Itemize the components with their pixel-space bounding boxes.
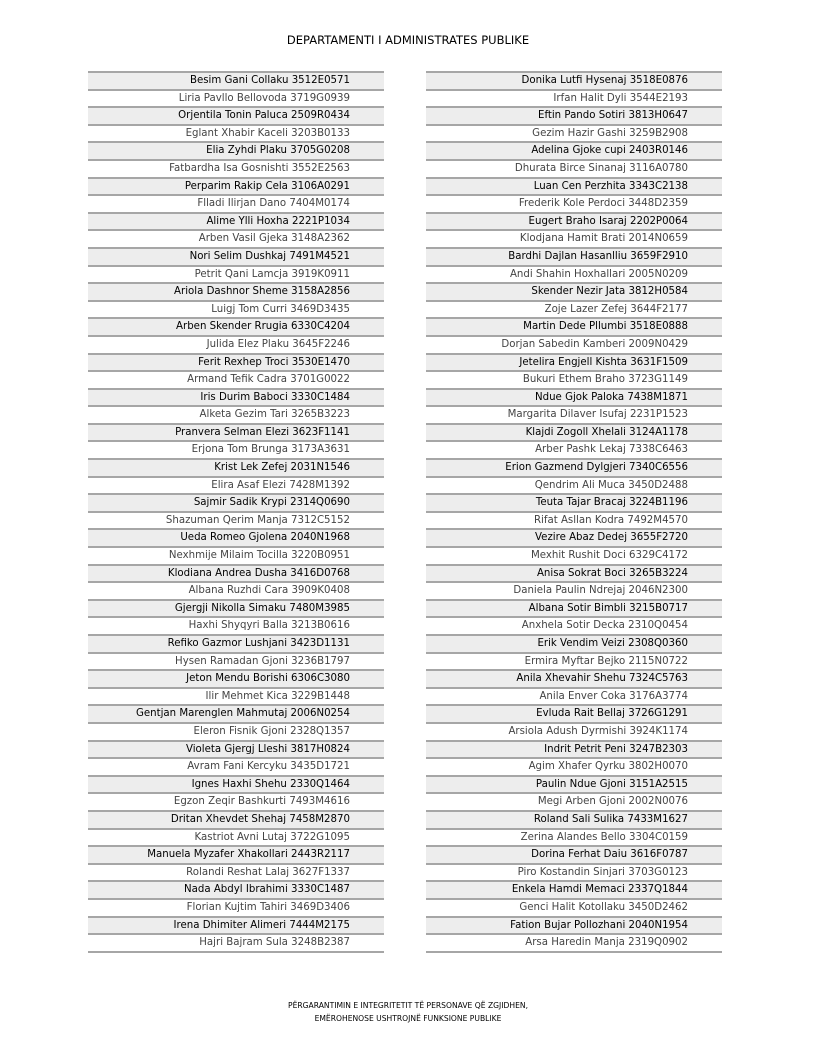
list-item: Mexhit Rushit Doci 6329C4172 <box>426 546 722 564</box>
list-item: Adelina Gjoke cupi 2403R0146 <box>426 141 722 159</box>
list-item: Gezim Hazir Gashi 3259B2908 <box>426 124 722 142</box>
list-item: Daniela Paulin Ndrejaj 2046N2300 <box>426 581 722 599</box>
list-item: Nexhmije Milaim Tocilla 3220B0951 <box>88 546 384 564</box>
list-item: Avram Fani Kercyku 3435D1721 <box>88 757 384 775</box>
list-item: Agim Xhafer Qyrku 3802H0070 <box>426 757 722 775</box>
list-item: Rifat Asllan Kodra 7492M4570 <box>426 511 722 529</box>
list-item: Besim Gani Collaku 3512E0571 <box>88 71 384 89</box>
list-item: Gjergji Nikolla Simaku 7480M3985 <box>88 599 384 617</box>
list-item: Elia Zyhdi Plaku 3705G0208 <box>88 141 384 159</box>
list-item: Shazuman Qerim Manja 7312C5152 <box>88 511 384 529</box>
list-item: Teuta Tajar Bracaj 3224B1196 <box>426 493 722 511</box>
right-name-column <box>426 71 722 953</box>
list-item: Petrit Qani Lamcja 3919K0911 <box>88 265 384 283</box>
list-item: Klodjana Hamit Brati 2014N0659 <box>426 229 722 247</box>
divider <box>88 951 384 953</box>
list-item: Irfan Halit Dyli 3544E2193 <box>426 89 722 107</box>
list-item: Luan Cen Perzhita 3343C2138 <box>426 177 722 195</box>
page-title: DEPARTAMENTI I ADMINISTRATES PUBLIKE <box>286 33 530 47</box>
list-item: Ermira Myftar Bejko 2115N0722 <box>426 652 722 670</box>
list-item: Anisa Sokrat Boci 3265B3224 <box>426 564 722 582</box>
footer <box>0 999 816 1025</box>
list-item: Alime Ylli Hoxha 2221P1034 <box>88 212 384 230</box>
list-item: Manuela Myzafer Xhakollari 2443R2117 <box>88 845 384 863</box>
list-item: Ueda Romeo Gjolena 2040N1968 <box>88 528 384 546</box>
list-item: Erik Vendim Veizi 2308Q0360 <box>426 634 722 652</box>
list-item: Zoje Lazer Zefej 3644F2177 <box>426 300 722 318</box>
list-item: Egzon Zeqir Bashkurti 7493M4616 <box>88 792 384 810</box>
list-item: Kastriot Avni Lutaj 3722G1095 <box>88 828 384 846</box>
list-item: Dorjan Sabedin Kamberi 2009N0429 <box>426 335 722 353</box>
list-item: Alketa Gezim Tari 3265B3223 <box>88 405 384 423</box>
list-item: Eftin Pando Sotiri 3813H0647 <box>426 106 722 124</box>
list-item: Arsa Haredin Manja 2319Q0902 <box>426 933 722 951</box>
list-item: Andi Shahin Hoxhallari 2005N0209 <box>426 265 722 283</box>
list-item: Erion Gazmend Dylgjeri 7340C6556 <box>426 458 722 476</box>
list-item: Pranvera Selman Elezi 3623F1141 <box>88 423 384 441</box>
list-item: Skender Nezir Jata 3812H0584 <box>426 282 722 300</box>
list-item: Violeta Gjergj Lleshi 3817H0824 <box>88 740 384 758</box>
list-item: Jeton Mendu Borishi 6306C3080 <box>88 669 384 687</box>
list-item: Ilir Mehmet Kica 3229B1448 <box>88 687 384 705</box>
list-item: Fatbardha Isa Gosnishti 3552E2563 <box>88 159 384 177</box>
list-item: Sajmir Sadik Krypi 2314Q0690 <box>88 493 384 511</box>
list-item: Anxhela Sotir Decka 2310Q0454 <box>426 616 722 634</box>
list-item: Paulin Ndue Gjoni 3151A2515 <box>426 775 722 793</box>
list-item: Qendrim Ali Muca 3450D2488 <box>426 476 722 494</box>
list-item: Krist Lek Zefej 2031N1546 <box>88 458 384 476</box>
list-item: Liria Pavllo Bellovoda 3719G0939 <box>88 89 384 107</box>
list-item: Anila Xhevahir Shehu 7324C5763 <box>426 669 722 687</box>
list-item: Vezire Abaz Dedej 3655F2720 <box>426 528 722 546</box>
list-item: Julida Elez Plaku 3645F2246 <box>88 335 384 353</box>
list-item: Irena Dhimiter Alimeri 7444M2175 <box>88 916 384 934</box>
list-item: Gentjan Marenglen Mahmutaj 2006N0254 <box>88 704 384 722</box>
list-item: Elira Asaf Elezi 7428M1392 <box>88 476 384 494</box>
list-item: Eglant Xhabir Kaceli 3203B0133 <box>88 124 384 142</box>
list-item: Roland Sali Sulika 7433M1627 <box>426 810 722 828</box>
list-item: Nada Abdyl Ibrahimi 3330C1487 <box>88 880 384 898</box>
list-item: Rolandi Reshat Lalaj 3627F1337 <box>88 863 384 881</box>
list-item: Zerina Alandes Bello 3304C0159 <box>426 828 722 846</box>
list-item: Iris Durim Baboci 3330C1484 <box>88 388 384 406</box>
list-item: Nori Selim Dushkaj 7491M4521 <box>88 247 384 265</box>
list-item: Arben Skender Rrugia 6330C4204 <box>88 317 384 335</box>
list-item: Jetelira Engjell Kishta 3631F1509 <box>426 353 722 371</box>
footer-line-1: PËRGARANTIMIN E INTEGRITETIT TË PERSONAVE QË ZGJIDHEN, <box>288 1001 528 1010</box>
list-item: Dritan Xhevdet Shehaj 7458M2870 <box>88 810 384 828</box>
list-item: Luigj Tom Curri 3469D3435 <box>88 300 384 318</box>
list-item: Genci Halit Kotollaku 3450D2462 <box>426 898 722 916</box>
divider <box>426 951 722 953</box>
list-item: Evluda Rait Bellaj 3726G1291 <box>426 704 722 722</box>
footer-line-2: EMËROHENOSE USHTROJNË FUNKSIONE PUBLIKE <box>314 1014 502 1023</box>
list-item: Klajdi Zogoll Xhelali 3124A1178 <box>426 423 722 441</box>
list-item: Erjona Tom Brunga 3173A3631 <box>88 440 384 458</box>
list-item: Donika Lutfi Hysenaj 3518E0876 <box>426 71 722 89</box>
list-item: Ndue Gjok Paloka 7438M1871 <box>426 388 722 406</box>
list-item: Orjentila Tonin Paluca 2509R0434 <box>88 106 384 124</box>
list-item: Dhurata Birce Sinanaj 3116A0780 <box>426 159 722 177</box>
list-item: Flladi Ilirjan Dano 7404M0174 <box>88 194 384 212</box>
list-item: Eugert Braho Isaraj 2202P0064 <box>426 212 722 230</box>
list-item: Armand Tefik Cadra 3701G0022 <box>88 370 384 388</box>
list-item: Arben Vasil Gjeka 3148A2362 <box>88 229 384 247</box>
list-item: Bukuri Ethem Braho 3723G1149 <box>426 370 722 388</box>
list-item: Fation Bujar Pollozhani 2040N1954 <box>426 916 722 934</box>
list-item: Haxhi Shyqyri Balla 3213B0616 <box>88 616 384 634</box>
list-item: Megi Arben Gjoni 2002N0076 <box>426 792 722 810</box>
list-item: Klodiana Andrea Dusha 3416D0768 <box>88 564 384 582</box>
list-item: Refiko Gazmor Lushjani 3423D1131 <box>88 634 384 652</box>
list-item: Eleron Fisnik Gjoni 2328Q1357 <box>88 722 384 740</box>
list-item: Florian Kujtim Tahiri 3469D3406 <box>88 898 384 916</box>
list-item: Ferit Rexhep Troci 3530E1470 <box>88 353 384 371</box>
list-item: Martin Dede Pllumbi 3518E0888 <box>426 317 722 335</box>
list-item: Enkela Hamdi Memaci 2337Q1844 <box>426 880 722 898</box>
list-item: Ariola Dashnor Sheme 3158A2856 <box>88 282 384 300</box>
list-item: Margarita Dilaver Isufaj 2231P1523 <box>426 405 722 423</box>
list-item: Perparim Rakip Cela 3106A0291 <box>88 177 384 195</box>
list-item: Albana Ruzhdi Cara 3909K0408 <box>88 581 384 599</box>
list-item: Dorina Ferhat Daiu 3616F0787 <box>426 845 722 863</box>
list-item: Indrit Petrit Peni 3247B2303 <box>426 740 722 758</box>
list-item: Arber Pashk Lekaj 7338C6463 <box>426 440 722 458</box>
list-item: Hajri Bajram Sula 3248B2387 <box>88 933 384 951</box>
list-item: Ignes Haxhi Shehu 2330Q1464 <box>88 775 384 793</box>
list-item: Frederik Kole Perdoci 3448D2359 <box>426 194 722 212</box>
list-item: Hysen Ramadan Gjoni 3236B1797 <box>88 652 384 670</box>
list-item: Bardhi Dajlan Hasanlliu 3659F2910 <box>426 247 722 265</box>
list-item: Albana Sotir Bimbli 3215B0717 <box>426 599 722 617</box>
list-item: Piro Kostandin Sinjari 3703G0123 <box>426 863 722 881</box>
left-name-column <box>88 71 384 953</box>
list-item: Anila Enver Coka 3176A3774 <box>426 687 722 705</box>
list-item: Arsiola Adush Dyrmishi 3924K1174 <box>426 722 722 740</box>
